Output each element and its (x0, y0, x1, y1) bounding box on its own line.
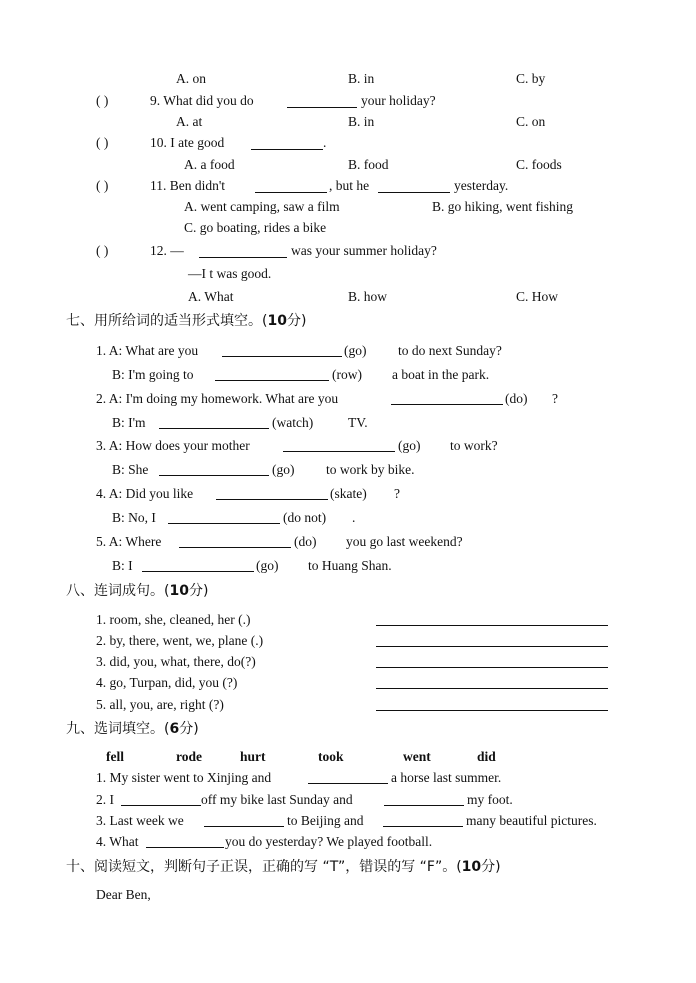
option-a: A. went camping, saw a film (184, 199, 340, 214)
s7-q3-b-post: to work by bike. (326, 462, 415, 477)
word-bank-item: took (318, 749, 344, 764)
blank-line[interactable] (142, 571, 254, 572)
question-tail: your holiday? (361, 93, 436, 108)
answer-paren[interactable]: ( ) (96, 243, 109, 258)
option-b: B. go hiking, went fishing (432, 199, 573, 214)
question-stem: 11. Ben didn't (150, 178, 226, 193)
blank-line[interactable] (159, 428, 269, 429)
word-bank-item: hurt (240, 749, 266, 764)
s9-sentence-2-tail: my foot. (467, 792, 513, 807)
s7-q5-a-text: 5. A: Where (96, 534, 162, 549)
answer-line[interactable] (376, 625, 608, 626)
s9-sentence-1-tail: a horse last summer. (391, 770, 502, 785)
question-stem: 12. — (150, 243, 184, 258)
blank-line[interactable] (378, 192, 450, 193)
s7-q2-a-post: ? (552, 391, 558, 406)
option-b: B. how (348, 289, 388, 304)
word-bank-item: rode (176, 749, 202, 764)
blank-line[interactable] (384, 805, 464, 806)
s8-item: 4. go, Turpan, did, you (?) (96, 675, 238, 690)
s9-sentence-3: 3. Last week we (96, 813, 184, 828)
s9-sentence-4-tail: you do yesterday? We played football. (225, 834, 433, 849)
s8-item: 3. did, you, what, there, do(?) (96, 654, 256, 669)
word-bank-item: fell (106, 749, 124, 764)
s7-q4-b-post: . (352, 510, 356, 525)
option-b: B. in (348, 114, 375, 129)
s7-q5-b-text: B: I (112, 558, 133, 573)
s7-q3-a-post: to work? (450, 438, 498, 453)
s7-q2-a-word: (do) (505, 391, 528, 406)
s7-q2-b-post: TV. (348, 415, 368, 430)
s7-q1-a-post: to do next Sunday? (398, 343, 502, 358)
question-stem: 10. I ate good (150, 135, 225, 150)
s9-sentence-3-tail: many beautiful pictures. (466, 813, 597, 828)
s7-q4-b-word: (do not) (283, 510, 327, 525)
s9-sentence-2-mid: off my bike last Sunday and (201, 792, 353, 807)
option-a: A. on (176, 71, 206, 86)
s7-q3-b-word: (go) (272, 462, 295, 477)
s7-q3-b-text: B: She (112, 462, 149, 477)
question-mid: , but he (329, 178, 370, 193)
question-stem: 9. What did you do (150, 93, 254, 108)
s9-sentence-4: 4. What (96, 834, 139, 849)
s8-item: 1. room, she, cleaned, her (.) (96, 612, 251, 627)
blank-line[interactable] (255, 192, 327, 193)
word-bank-item: went (403, 749, 431, 764)
s7-q5-a-word: (do) (294, 534, 317, 549)
section-7-heading: 七、用所给词的适当形式填空。(10分) (66, 313, 307, 329)
s7-q2-a-text: 2. A: I'm doing my homework. What are you (96, 391, 339, 406)
option-a: A. a food (184, 157, 235, 172)
answer-line[interactable] (376, 646, 608, 647)
s7-q5-b-word: (go) (256, 558, 279, 573)
section-9-heading: 九、选词填空。(6分) (66, 721, 199, 737)
blank-line[interactable] (287, 107, 357, 108)
option-c: C. foods (516, 157, 562, 172)
s7-q4-a-text: 4. A: Did you like (96, 486, 194, 501)
s7-q5-a-post: you go last weekend? (346, 534, 463, 549)
s8-item: 2. by, there, went, we, plane (.) (96, 633, 264, 648)
option-c: C. by (516, 71, 546, 86)
s9-sentence-2: 2. I (96, 792, 114, 807)
option-a: A. at (176, 114, 203, 129)
blank-line[interactable] (168, 523, 280, 524)
s7-q1-a-text: 1. A: What are you (96, 343, 199, 358)
blank-line[interactable] (283, 451, 395, 452)
blank-line[interactable] (251, 149, 323, 150)
s7-q1-b-word: (row) (332, 367, 362, 382)
answer-line[interactable] (376, 667, 608, 668)
s7-q1-b-text: B: I'm going to (112, 367, 194, 382)
option-a: A. What (188, 289, 234, 304)
answer-line[interactable] (376, 688, 608, 689)
option-b: B. in (348, 71, 375, 86)
answer-paren[interactable]: ( ) (96, 135, 109, 150)
blank-line[interactable] (204, 826, 284, 827)
blank-line[interactable] (308, 783, 388, 784)
answer-paren[interactable]: ( ) (96, 93, 109, 108)
answer-paren[interactable]: ( ) (96, 178, 109, 193)
blank-line[interactable] (215, 380, 329, 381)
blank-line[interactable] (199, 257, 287, 258)
s9-sentence-3-mid: to Beijing and (287, 813, 364, 828)
question-tail: was your summer holiday? (291, 243, 437, 258)
answer-line[interactable] (376, 710, 608, 711)
s8-item: 5. all, you, are, right (?) (96, 697, 224, 712)
s7-q3-a-word: (go) (398, 438, 421, 453)
s7-q4-a-post: ? (394, 486, 400, 501)
s7-q1-a-word: (go) (344, 343, 367, 358)
option-c: C. on (516, 114, 546, 129)
letter-greeting: Dear Ben, (96, 887, 151, 902)
s7-q3-a-text: 3. A: How does your mother (96, 438, 250, 453)
blank-line[interactable] (391, 404, 503, 405)
s7-q2-b-text: B: I'm (112, 415, 146, 430)
s9-sentence-1: 1. My sister went to Xinjing and (96, 770, 272, 785)
section-8-heading: 八、连词成句。(10分) (66, 583, 209, 599)
blank-line[interactable] (159, 475, 269, 476)
question-tail: . (323, 135, 327, 150)
blank-line[interactable] (383, 826, 463, 827)
word-bank-item: did (477, 749, 496, 764)
s7-q4-a-word: (skate) (330, 486, 367, 501)
blank-line[interactable] (222, 356, 342, 357)
question-tail: yesterday. (454, 178, 509, 193)
dialog-answer: —I t was good. (188, 266, 272, 281)
option-c: C. go boating, rides a bike (184, 220, 327, 235)
blank-line[interactable] (216, 499, 328, 500)
s7-q2-b-word: (watch) (272, 415, 314, 430)
s7-q4-b-text: B: No, I (112, 510, 156, 525)
s7-q1-b-post: a boat in the park. (392, 367, 490, 382)
s7-q5-b-post: to Huang Shan. (308, 558, 392, 573)
option-b: B. food (348, 157, 389, 172)
blank-line[interactable] (121, 805, 201, 806)
option-c: C. How (516, 289, 559, 304)
blank-line[interactable] (179, 547, 291, 548)
section-10-heading: 十、阅读短文，判断句子正误，正确的写 “T”，错误的写 “F”。(10分) (66, 859, 501, 875)
blank-line[interactable] (146, 847, 224, 848)
